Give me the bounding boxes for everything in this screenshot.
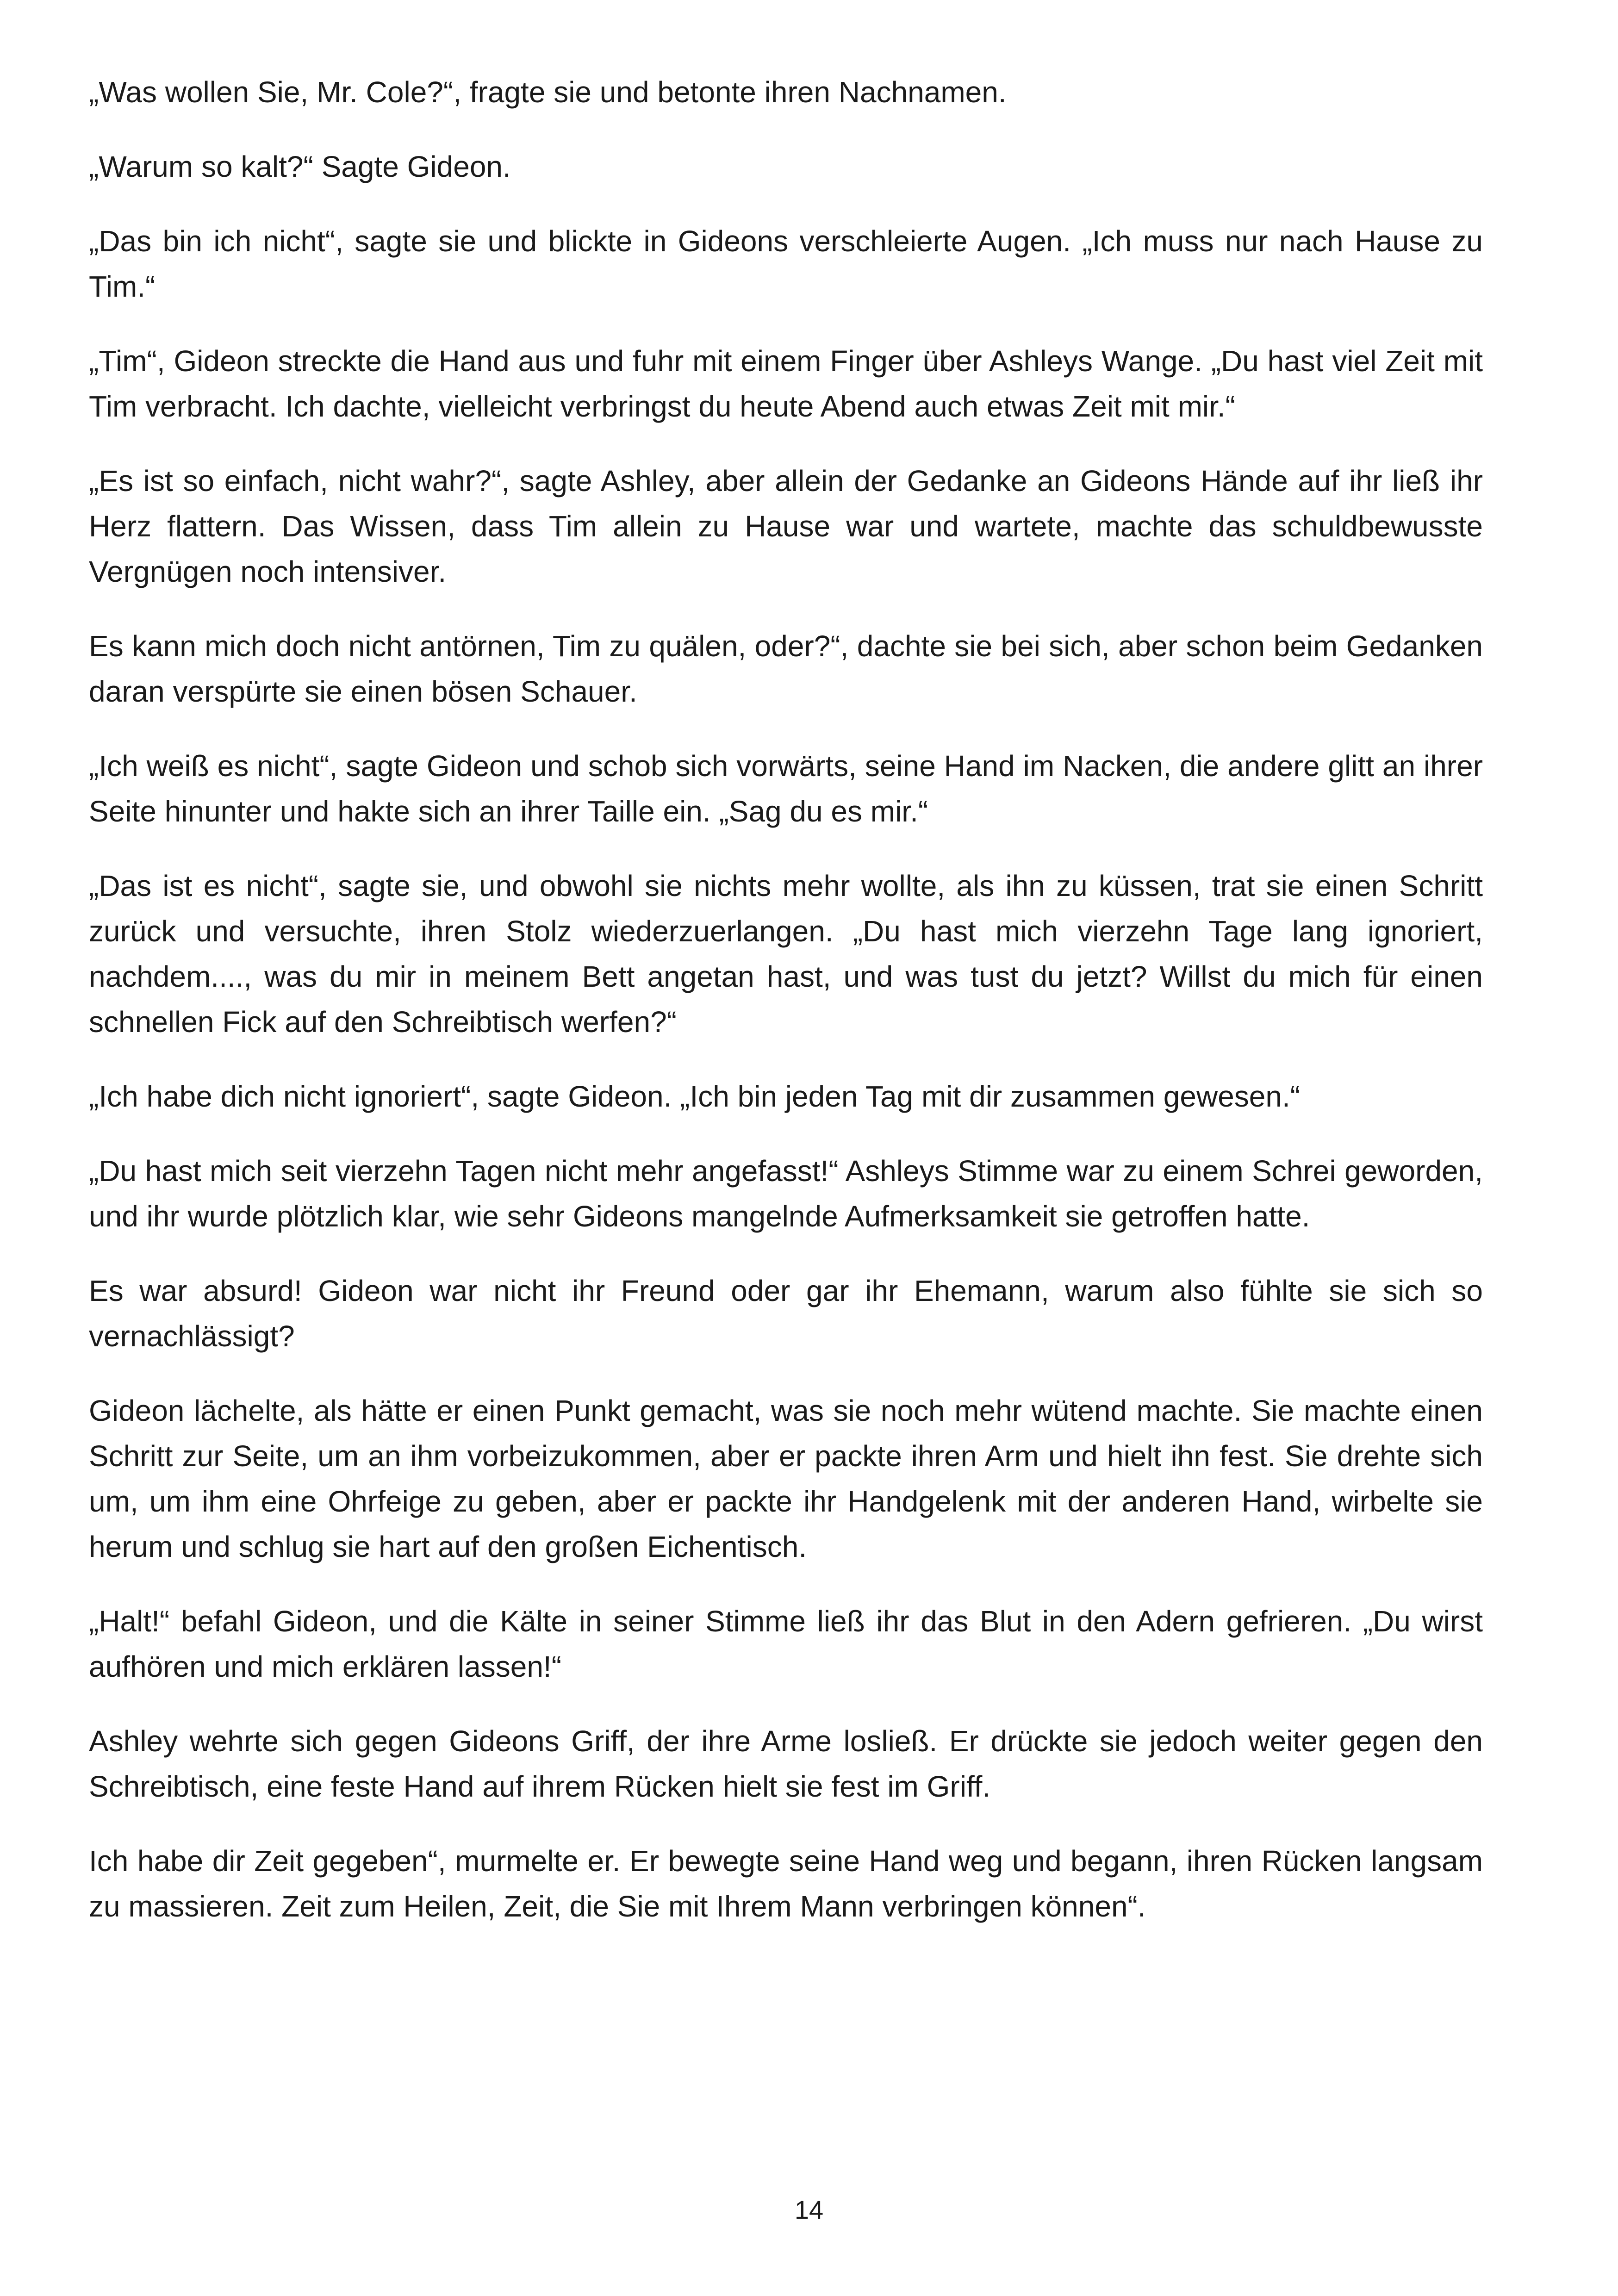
paragraph-3: „Das bin ich nicht“, sagte sie und blickte in Gideons verschleierte Augen. „Ich muss nur nach Hause zu Tim.“ (89, 224, 1483, 303)
paragraph-6: Es kann mich doch nicht antörnen, Tim zu quälen, oder?“, dachte sie bei sich, aber schon beim Gedanken daran verspürte sie einen bösen Schauer. (89, 629, 1483, 708)
paragraph-12: Gideon lächelte, als hätte er einen Punkt gemacht, was sie noch mehr wütend machte. Sie machte einen Schritt zur Seite, um an ihm vorbeizukommen, aber er packte ihren Arm und hielt ihn fest. Sie drehte sich um, um ihm eine Ohrfeige zu geben, aber er packte ihr Handgelenk mit der anderen Hand, wirbelte sie herum und schlug sie hart auf den großen Eichentisch. (89, 1394, 1483, 1563)
paragraph-7: „Ich weiß es nicht“, sagte Gideon und schob sich vorwärts, seine Hand im Nacken, die andere glitt an ihrer Seite hinunter und hakte sich an ihrer Taille ein. „Sag du es mir.“ (89, 749, 1483, 828)
paragraph-13: „Halt!“ befahl Gideon, und die Kälte in seiner Stimme ließ ihr das Blut in den Adern gefrieren. „Du wirst aufhören und mich erklären lassen!“ (89, 1605, 1483, 1683)
paragraph-8: „Das ist es nicht“, sagte sie, und obwohl sie nichts mehr wollte, als ihn zu küssen, trat sie einen Schritt zurück und versuchte, ihren Stolz wiederzuerlangen. „Du hast mich vierzehn Tage lang ignoriert, nachdem...., was du mir in meinem Bett angetan hast, und was tust du jetzt? Willst du mich für einen schnellen Fick auf den Schreibtisch werfen?“ (89, 869, 1483, 1039)
paragraph-1: „Was wollen Sie, Mr. Cole?“, fragte sie und betonte ihren Nachnamen. (89, 75, 1007, 109)
text-body (89, 69, 1483, 1958)
page-number: 14 (794, 2195, 824, 2224)
paragraph-10: „Du hast mich seit vierzehn Tagen nicht mehr angefasst!“ Ashleys Stimme war zu einem Schrei geworden, und ihr wurde plötzlich klar, wie sehr Gideons mangelnde Aufmerksamkeit sie getroffen hatte. (89, 1154, 1483, 1233)
paragraph-5: „Es ist so einfach, nicht wahr?“, sagte Ashley, aber allein der Gedanke an Gideons Hände auf ihr ließ ihr Herz flattern. Das Wissen, dass Tim allein zu Hause war und wartete, machte das schuldbewusste Vergnügen noch intensiver. (89, 464, 1483, 588)
paragraph-11: Es war absurd! Gideon war nicht ihr Freund oder gar ihr Ehemann, warum also fühlte sie sich so vernachlässigt? (89, 1274, 1483, 1353)
paragraph-9: „Ich habe dich nicht ignoriert“, sagte Gideon. „Ich bin jeden Tag mit dir zusammen gewesen.“ (89, 1080, 1301, 1113)
paragraph-2: „Warum so kalt?“ Sagte Gideon. (89, 150, 511, 183)
paragraph-4: „Tim“, Gideon streckte die Hand aus und fuhr mit einem Finger über Ashleys Wange. „Du hast viel Zeit mit Tim verbracht. Ich dachte, vielleicht verbringst du heute Abend auch etwas Zeit mit mir.“ (89, 344, 1483, 423)
paragraph-14: Ashley wehrte sich gegen Gideons Griff, der ihre Arme losließ. Er drückte sie jedoch weiter gegen den Schreibtisch, eine feste Hand auf ihrem Rücken hielt sie fest im Griff. (89, 1724, 1483, 1803)
paragraph-15: Ich habe dir Zeit gegeben“, murmelte er. Er bewegte seine Hand weg und begann, ihren Rücken langsam zu massieren. Zeit zum Heilen, Zeit, die Sie mit Ihrem Mann verbringen können“. (89, 1844, 1483, 1923)
